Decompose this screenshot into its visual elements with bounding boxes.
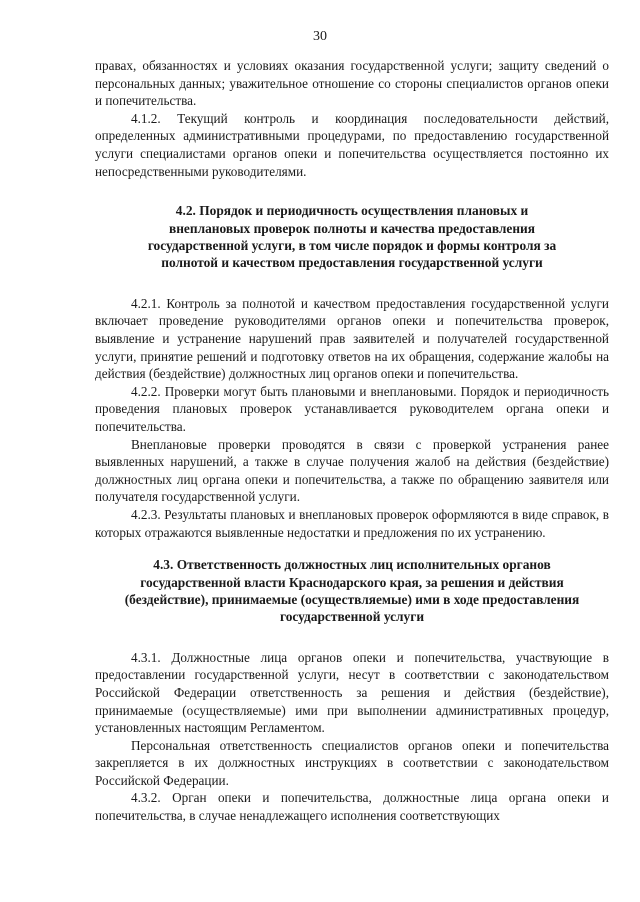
- paragraph-unplanned-checks: Внеплановые проверки проводятся в связи с проверкой устранения ранее выявленных нарушений, а также в случае получения жалоб на действия (бездействие) должностных лиц органа опеки и попечительства, а также по обращению заявителя или получателя государственной услуги.: [95, 436, 609, 505]
- paragraph-continuation: правах, обязанностях и условиях оказания государственной услуги; защиту сведений о персональных данных; уважительное отношение со стороны специалистов органов опеки и попечительства.: [95, 58, 609, 109]
- section-heading-4-3: 4.3. Ответственность должностных лиц исполнительных органов государственной власти Краснодарского края, за решения и действия (бездействие), принимаемые (осуществляемые) ими в ходе предоставления государственной услуги: [124, 557, 580, 625]
- section-heading-4-2: 4.2. Порядок и периодичность осуществления плановых и внеплановых проверок полноты и качества предоставления государственной услуги, в том числе порядок и формы контроля за полнотой и качеством предоставления государственной услуги: [147, 203, 557, 271]
- page-number: 30: [313, 29, 327, 44]
- paragraph-personal-responsibility: Персональная ответственность специалистов органов опеки и попечительства закрепляется в их должностных инструкциях в соответствии с законодательством Российской Федерации.: [95, 737, 609, 788]
- paragraph-4-3-1: 4.3.1. Должностные лица органов опеки и попечительства, участвующие в предоставлении государственной услуги, несут в соответствии с законодательством Российской Федерации ответственность за решения и действия (бездействие), принимаемые (осуществляемые) ими при выполнении административных процедур, установленных настоящим Регламентом.: [95, 649, 609, 736]
- paragraph-4-3-2: 4.3.2. Орган опеки и попечительства, должностные лица органа опеки и попечительства, в случае ненадлежащего исполнения соответствующих: [95, 790, 609, 824]
- paragraph-4-2-3: 4.2.3. Результаты плановых и внеплановых проверок оформляются в виде справок, в которых отражаются выявленные недостатки и предложения по их устранению.: [95, 506, 609, 540]
- document-body: [95, 57, 609, 825]
- paragraph-4-1-2: 4.1.2. Текущий контроль и координация последовательности действий, определенных административными процедурами, по предоставлению государственной услуги специалистами органов опеки и попечительства осуществляется постоянно их непосредственными руководителями.: [95, 110, 609, 179]
- paragraph-4-2-2: 4.2.2. Проверки могут быть плановыми и внеплановыми. Порядок и периодичность проведения плановых проверок устанавливается руководителем органа опеки и попечительства.: [95, 383, 609, 434]
- paragraph-4-2-1: 4.2.1. Контроль за полнотой и качеством предоставления государственной услуги включает проведение руководителями органов опеки и попечительства проверок, выявление и устранение нарушений прав заявителей и получателей государственной услуги, принятие решений и подготовку ответов на их обращения, содержание жалобы на действия (бездействие) должностных лиц органов опеки и попечительства.: [95, 295, 609, 382]
